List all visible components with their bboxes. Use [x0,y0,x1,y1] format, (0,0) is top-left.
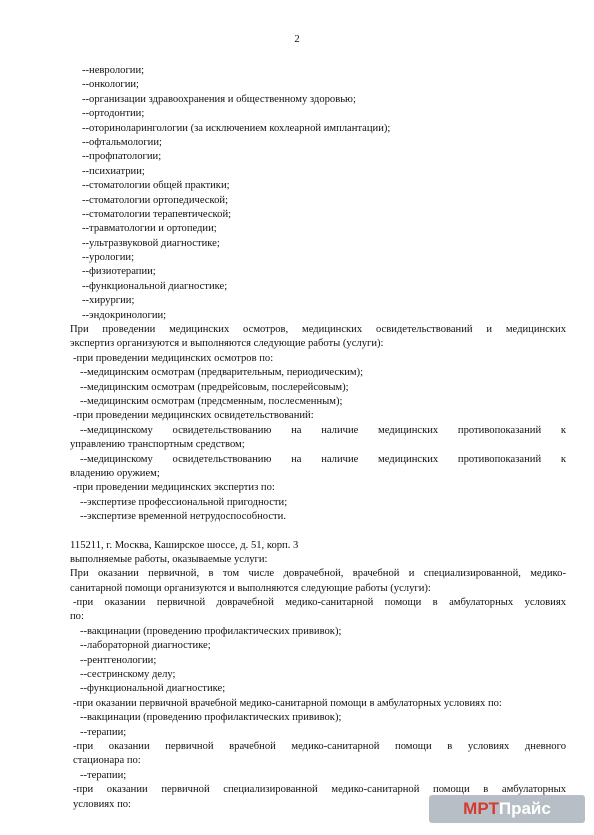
sub-heading-cont: стационара по: [73,755,141,767]
prehospital-list [70,625,566,697]
sub-heading: -при оказании первичной доврачебной медико-санитарной помощи в амбулаторных условиях [73,597,566,609]
list-item: --оториноларингологии (за исключением кохлеарной имплантации); [82,122,391,134]
paragraph-line: санитарной помощи организуются и выполняются следующие работы (услуги): [70,582,431,594]
paragraph-line: При проведении медицинских осмотров, медицинских освидетельствований и медицинских [70,324,566,336]
sub-heading: -при проведении медицинских экспертиз по: [73,482,275,494]
list-item: --онкологии; [82,79,139,91]
list-item: --функциональной диагностике; [82,280,228,292]
list-item: --физиотерапии; [82,266,156,278]
page-number: 2 [294,34,300,45]
list-item: --медицинским осмотрам (предварительным, периодическим); [80,367,364,379]
list-item: --медицинским осмотрам (предрейсовым, послерейсовым); [80,381,349,393]
list-item: --урологии; [82,252,135,264]
list-item: --неврологии; [82,65,145,76]
list-item: --экспертизе временной нетрудоспособности. [80,511,286,523]
sub-heading-cont: условиях по: [73,798,131,810]
list-item: --медицинскому освидетельствованию на наличие медицинских противопоказаний к [80,424,566,436]
list-item: --медицинским осмотрам (предсменным, послесменным); [80,395,343,407]
logo-part-1: МРТ [463,799,499,818]
list-item: --офтальмологии; [82,136,162,148]
exam-list [70,366,566,409]
list-item: --хирургии; [82,295,135,307]
list-item: --лабораторной диагностике; [80,640,211,652]
dayhospital-list [70,769,566,783]
physician-list [70,711,566,740]
list-item: --вакцинации (проведению профилактических прививок); [80,625,342,637]
sub-heading: -при оказании первичной врачебной медико-санитарной помощи в условиях дневного [73,740,566,752]
list-item: --ортодонтии; [82,108,145,120]
sub-heading: -при оказании первичной врачебной медико-санитарной помощи в амбулаторных условиях по: [73,697,502,709]
sub-heading: -при проведении медицинских освидетельствований: [73,410,314,422]
sub-heading: -при проведении медицинских осмотров по: [73,352,274,364]
mrt-price-logo[interactable] [429,795,585,823]
list-item: --рентгенологии; [80,654,157,666]
list-item: --сестринскому делу; [80,669,176,681]
list-item: --ультразвуковой диагностике; [82,237,220,249]
list-item: --стоматологии общей практики; [82,180,230,192]
list-item-cont: владению оружием; [70,467,160,479]
list-item: --психиатрии; [82,165,145,177]
list-item: --терапии; [80,726,127,738]
list-item: --организации здравоохранения и общественному здоровью; [82,93,356,105]
sub-heading-cont: по: [70,611,84,623]
address: 115211, г. Москва, Каширское шоссе, д. 51, корп. 3 [70,539,299,551]
list-item: --стоматологии ортопедической; [82,194,229,206]
list-item: --экспертизе профессиональной пригодности; [80,496,288,508]
sub-heading: -при оказании первичной специализированной медико-санитарной помощи в амбулаторных [73,784,566,796]
list-item: --травматологии и ортопедии; [82,223,217,235]
paragraph-line: экспертиз организуются и выполняются следующие работы (услуги): [70,338,384,350]
expertise-list [70,496,566,525]
services-heading: выполняемые работы, оказываемые услуги: [70,553,268,565]
list-item-cont: управлению транспортным средством; [70,439,245,451]
list-item: --профпатологии; [82,151,162,163]
specialty-list [70,64,566,323]
list-item: --терапии; [80,769,127,781]
list-item: --стоматологии терапевтической; [82,208,232,220]
list-item: --эндокринологии; [82,309,167,321]
list-item: --функциональной диагностике; [80,683,226,695]
paragraph-line: При оказании первичной, в том числе доврачебной, врачебной и специализированной, медико- [70,568,566,580]
list-item: --вакцинации (проведению профилактических прививок); [80,712,342,724]
document-body [70,64,566,812]
logo-part-2: Прайс [498,799,551,818]
list-item: --медицинскому освидетельствованию на наличие медицинских противопоказаний к [80,453,566,465]
